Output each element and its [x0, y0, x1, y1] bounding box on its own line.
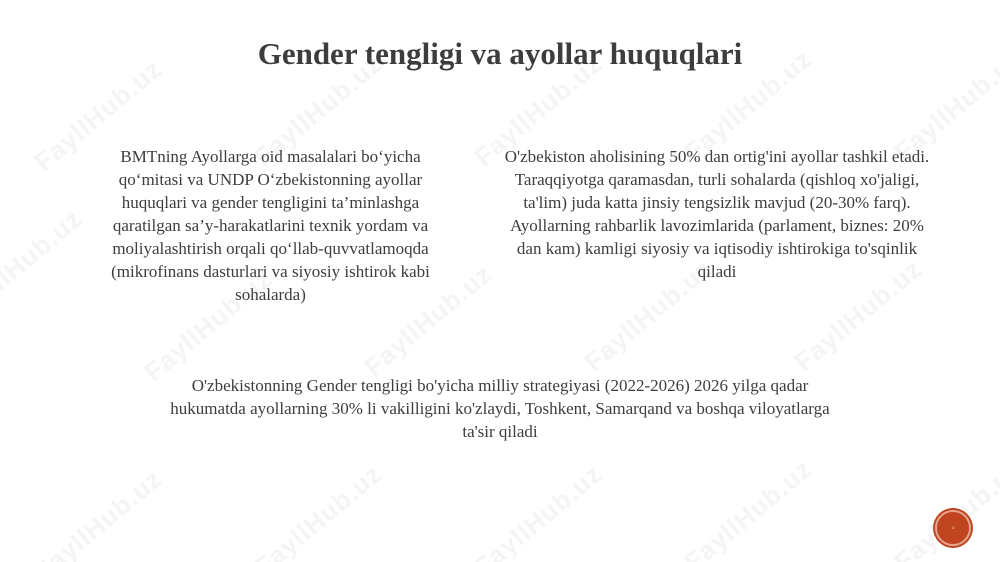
watermark — [248, 458, 388, 562]
bottom-summary-text: O'zbekistonning Gender tengligi bo'yicha milliy strategiyasi (2022-2026) 2026 yilga qadar hukumatda ayollarning 30% li vakilligini ko'zlaydi, Toshkent, Samarqand va boshqa viloyatlarga ta'sir qiladi — [170, 376, 830, 441]
watermark — [0, 203, 89, 328]
page-badge-mark: ◦ — [951, 522, 955, 534]
watermark — [28, 463, 168, 562]
right-column-text: O'zbekiston aholisining 50% dan ortig'ini ayollar tashkil etadi. Taraqqiyotga qaramasdan, turli sohalarda (qishloq xo'jaligi, ta'lim) juda katta jinsiy tengsizlik mavjud (20-30% farq). Ayollarning rahbarlik lavozimlarida (parlament, biznes: 20% dan kam) kamligi siyosiy va iqtisodiy ishtirokiga to'sqinlik qiladi — [504, 147, 930, 281]
left-column-text: BMTning Ayollarga oid masalalari bo‘yicha qo‘mitasi va UNDP O‘zbekistonning ayollar huquqlari va gender tengligini ta’minlashga qaratilgan sa’y-harakatlarini texnik yordam va moliyalashtirish orqali qo‘llab-quvvatlamoqda (mikrofinans dasturlari va siyosiy ishtirok kabi sohalarda) — [111, 147, 430, 304]
watermark — [678, 453, 818, 562]
watermark — [888, 453, 1000, 562]
page-number-badge — [935, 510, 971, 546]
watermark — [468, 458, 608, 562]
slide-title: Gender tengligi va ayollar huquqlari — [257, 36, 743, 71]
